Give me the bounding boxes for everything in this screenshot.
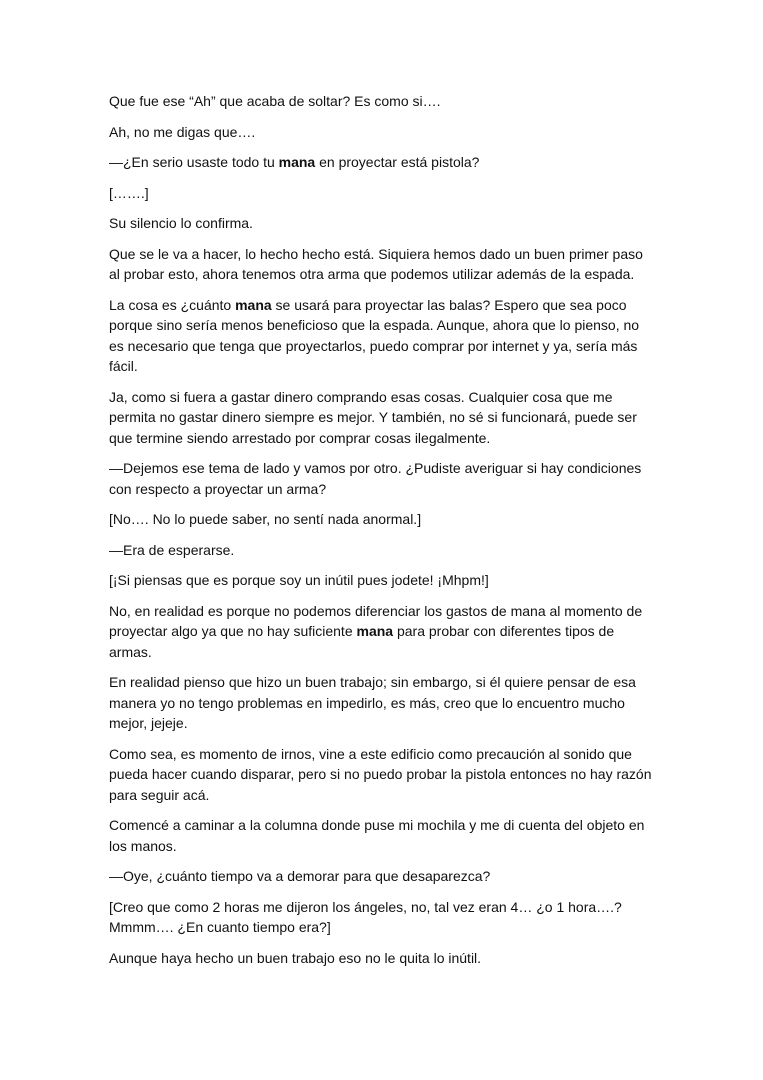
text-run: Comencé a caminar a la columna donde puse mi mochila y me di cuenta del objeto en los manos.	[109, 817, 645, 854]
text-run: [¡Si piensas que es porque soy un inútil pues jodete! ¡Mhpm!]	[109, 572, 489, 588]
text-run: Ja, como si fuera a gastar dinero comprando esas cosas. Cualquier cosa que me permita no gastar dinero siempre es mejor. Y también, no sé si funcionará, puede ser que termine siendo arrestado por comprar cosas ilegalmente.	[109, 388, 637, 446]
text-run: —Era de esperarse.	[109, 541, 235, 558]
text-run: La cosa es ¿cuánto	[109, 296, 236, 313]
paragraph	[109, 458, 657, 499]
paragraph	[109, 244, 657, 285]
paragraph	[109, 897, 657, 938]
paragraph	[109, 948, 657, 969]
text-run: [No…. No lo puede saber, no sentí nada anormal.]	[109, 511, 422, 527]
paragraph	[109, 183, 657, 204]
paragraph	[109, 601, 657, 663]
paragraph	[109, 387, 657, 449]
text-run: —¿En serio usaste todo tu	[109, 154, 279, 170]
text-run: En realidad pienso que hizo un buen trabajo; sin embargo, si él quiere pensar de esa manera yo no tengo problemas en impedirlo, es más, creo que lo encuentro mucho mejor, jejeje.	[109, 674, 636, 731]
paragraph	[109, 672, 657, 734]
text-run: Aunque haya hecho un buen trabajo eso no le quita lo inútil.	[109, 949, 482, 966]
text-run: Como sea, es momento de irnos, vine a este edificio como precaución al sonido que pueda hacer cuando disparar, pero si no puedo probar la pistola entonces no hay razón para seguir acá.	[109, 745, 652, 803]
text-run: —Dejemos ese tema de lado y vamos por otro. ¿Pudiste averiguar si hay condiciones con respecto a proyectar un arma?	[109, 460, 642, 497]
text-run: —Oye, ¿cuánto tiempo va a demorar para que desaparezca?	[109, 868, 491, 884]
paragraph	[109, 570, 657, 591]
paragraph	[109, 152, 657, 173]
text-run: Su silencio lo confirma.	[109, 215, 253, 231]
paragraph	[109, 540, 657, 561]
paragraph	[109, 91, 657, 112]
paragraph	[109, 213, 657, 234]
bold-term: mana	[278, 154, 316, 170]
text-run: Ah, no me digas que….	[109, 123, 256, 140]
bold-term: mana	[235, 296, 272, 313]
text-run: Que se le va a hacer, lo hecho hecho está. Siquiera hemos dado un buen primer paso al probar esto, ahora tenemos otra arma que podemos utilizar además de la espada.	[109, 245, 643, 282]
text-run: se usará para proyectar las balas? Espero que sea poco porque sino sería menos beneficioso que la espada. Aunque, ahora que lo pienso, no es necesario que tenga que proyectarlos, puedo comprar por internet y ya, sería más fácil.	[109, 296, 640, 374]
text-run: No, en realidad es porque no podemos diferenciar los gastos de mana al momento de proyectar algo ya que no hay suficiente	[109, 602, 643, 639]
paragraph	[109, 122, 657, 143]
bold-term: mana	[356, 623, 394, 639]
text-run: […….]	[109, 184, 149, 201]
document-body	[109, 91, 657, 978]
paragraph	[109, 815, 657, 856]
paragraph	[109, 866, 657, 887]
paragraph	[109, 509, 657, 530]
paragraph	[109, 295, 657, 377]
text-run: [Creo que como 2 horas me dijeron los ángeles, no, tal vez eran 4… ¿o 1 hora….? Mmmm…. ¿En cuanto tiempo era?]	[109, 898, 622, 935]
text-run: Que fue ese “Ah” que acaba de soltar? Es como si….	[109, 93, 441, 109]
text-run: para probar con diferentes tipos de armas.	[109, 623, 615, 660]
paragraph	[109, 744, 657, 806]
text-run: en proyectar está pistola?	[315, 154, 480, 170]
